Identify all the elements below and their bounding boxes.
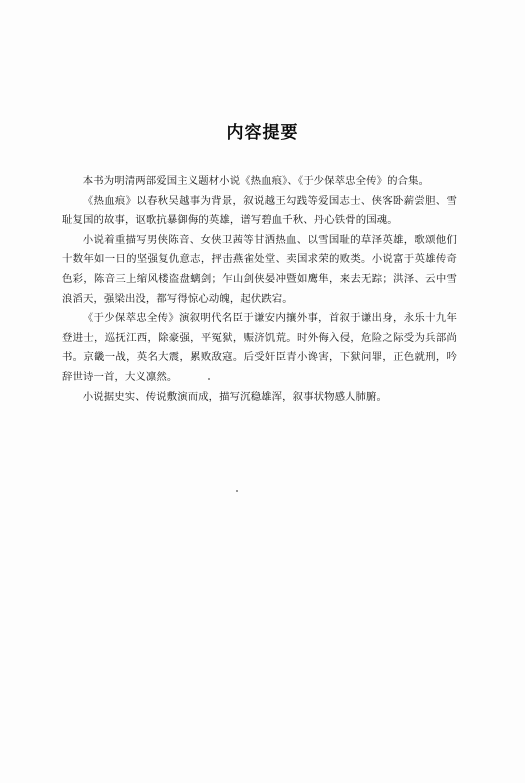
scan-speck: [208, 378, 210, 380]
scan-speck: [236, 490, 238, 492]
paragraph-intro: 本书为明清两部爱国主义题材小说《热血痕》、《于少保萃忠全传》的合集。: [82, 175, 430, 187]
page-title: 内容提要: [226, 123, 299, 143]
summary-body: [62, 172, 457, 407]
paragraph-rexuehen-heroes: 小说着重描写男侠陈音、女侠卫茜等甘洒热血、以雪国耻的草泽英雄，歌颂他们十数年如一日的坚强复仇意志，抨击燕雀处堂、卖国求荣的败类。小说富于英雄传奇色彩，陈音三上缩风楼盗盘螭剑；乍山剑侠晏冲暨如鹰隼，来去无踪；洪泽、云中雪浪滔天，强梁出没，都写得惊心动魄，起伏跌宕。: [62, 233, 457, 305]
paragraph-yu-qian: 《于少保萃忠全传》演叙明代名臣于谦安内攘外事，首叙于谦出身，永乐十九年登进士，巡抚江西，除豪强，平冤狱，赈济饥荒。时外侮入侵，危险之际受为兵部尚书。京畿一战，英名大震，累败敌寇。后受奸臣青小谗害，下狱问罪，正色就刑，吟辞世诗一首，大义凛然。: [62, 312, 457, 383]
paragraph-rexuehen-background: 《热血痕》以春秋吴越事为背景，叙说越王勾践等爱国志士、侠客卧薪尝胆、雪耻复国的故事，讴歌抗暴御侮的英雄，谱写碧血千秋、丹心铁骨的国魂。: [62, 194, 457, 227]
paragraph-closing: 小说据史实、传说敷演而成，描写沉稳雄浑，叙事状物感人肺腑。: [82, 390, 388, 403]
